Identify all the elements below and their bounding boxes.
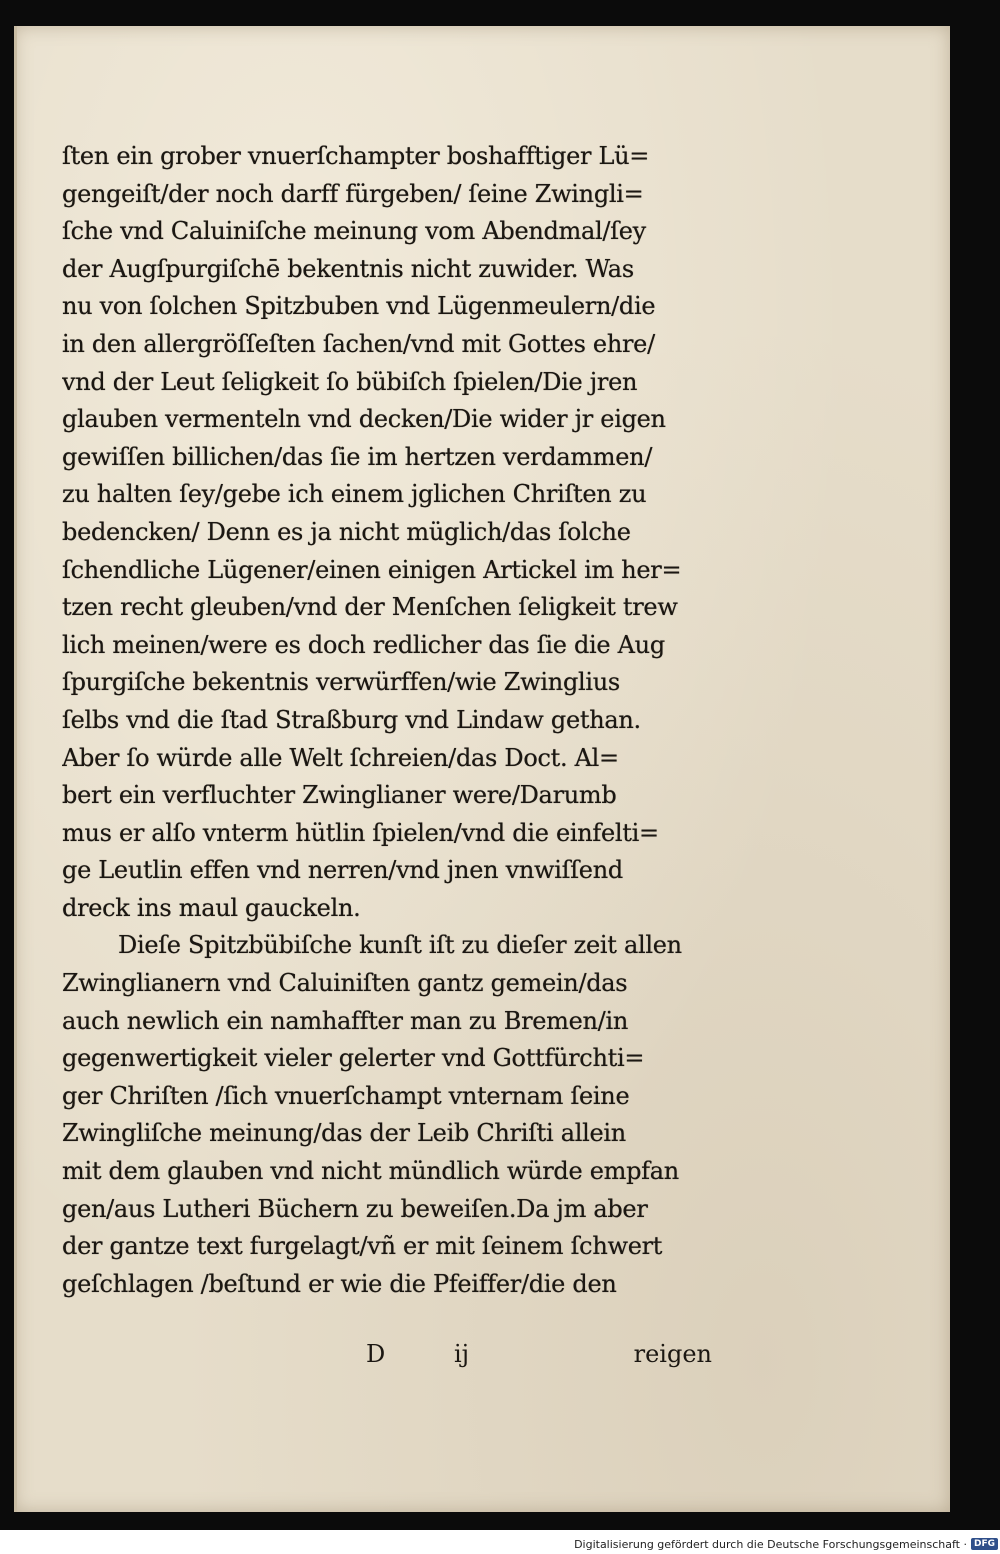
main-text-block xyxy=(62,138,712,1303)
text-line: ſpurgiſche bekentnis verwürffen/wie Zwinglius xyxy=(62,668,620,697)
text-line: gengeiſt/der noch darff fürgeben/ ſeine Zwingli= xyxy=(62,179,644,208)
text-line: dreck ins maul gauckeln. xyxy=(62,893,361,922)
text-line: gen/aus Lutheri Büchern zu beweiſen.Da jm aber xyxy=(62,1194,648,1223)
text-line: Zwingliſche meinung/das der Leib Chriſti allein xyxy=(62,1119,626,1148)
page-edge xyxy=(14,26,17,1512)
text-line: auch newlich ein namhaffter man zu Bremen/in xyxy=(62,1006,628,1035)
text-line: lich meinen/were es doch redlicher das ſie die Aug xyxy=(62,630,665,659)
text-line: der gantze text furgelagt/vñ er mit ſeinem ſchwert xyxy=(62,1232,663,1261)
text-line: ſelbs vnd die ſtad Straßburg vnd Lindaw gethan. xyxy=(62,705,641,734)
text-line: ſchendliche Lügener/einen einigen Artickel im her= xyxy=(62,555,682,584)
text-line: zu halten ſey/gebe ich einem jglichen Chriſten zu xyxy=(62,480,647,509)
digitization-footer xyxy=(574,1534,1000,1554)
catchword: reigen xyxy=(633,1340,712,1368)
text-line: mus er alſo vnterm hütlin ſpielen/vnd die einfelti= xyxy=(62,818,659,847)
text-line: geſchlagen /beſtund er wie die Pfeiffer/die den xyxy=(62,1269,617,1298)
text-line: der Augſpurgiſchē bekentnis nicht zuwider. Was xyxy=(62,254,634,283)
text-line: ſche vnd Caluiniſche meinung vom Abendmal/ſey xyxy=(62,217,646,246)
text-line: Zwinglianern vnd Caluiniſten gantz gemein/das xyxy=(62,969,628,998)
signature-line xyxy=(366,1340,712,1380)
text-line: nu von ſolchen Spitzbuben vnd Lügenmeulern/die xyxy=(62,292,656,321)
footer-credit-text: Digitalisierung gefördert durch die Deutsche Forschungsgemeinschaft · xyxy=(574,1537,967,1551)
signature-number: ij xyxy=(454,1340,470,1368)
text-line: in den allergröſſeſten ſachen/vnd mit Gottes ehre/ xyxy=(62,329,655,358)
text-line: bedencken/ Denn es ja nicht müglich/das ſolche xyxy=(62,517,631,546)
text-line: gegenwertigkeit vieler gelerter vnd Gottfürchti= xyxy=(62,1044,645,1073)
text-line: tzen recht gleuben/vnd der Menſchen ſeligkeit trew xyxy=(62,593,678,622)
text-line: glauben vermenteln vnd decken/Die wider jr eigen xyxy=(62,405,666,434)
signature-mark: D xyxy=(366,1340,386,1368)
text-line: bert ein verfluchter Zwinglianer were/Darumb xyxy=(62,781,617,810)
text-line: vnd der Leut ſeligkeit ſo bübiſch ſpielen/Die jren xyxy=(62,367,638,396)
text-line: ger Chriſten /ſich vnuerſchampt vnternam ſeine xyxy=(62,1081,630,1110)
text-line: gewiſſen billichen/das ſie im hertzen verdammen/ xyxy=(62,442,653,471)
text-line: mit dem glauben vnd nicht mündlich würde empfan xyxy=(62,1157,679,1186)
paragraph-start-line: Dieſe Spitzbübiſche kunſt iſt zu dieſer zeit allen xyxy=(118,931,682,960)
dfg-logo-icon: DFG xyxy=(971,1538,998,1550)
text-line: ſten ein grober vnuerſchampter boshafftiger Lü= xyxy=(62,142,650,170)
text-line: ge Leutlin effen vnd nerren/vnd jnen vnwiſſend xyxy=(62,856,623,885)
text-line: Aber ſo würde alle Welt ſchreien/das Doct. Al= xyxy=(62,743,619,772)
book-page xyxy=(14,26,950,1512)
